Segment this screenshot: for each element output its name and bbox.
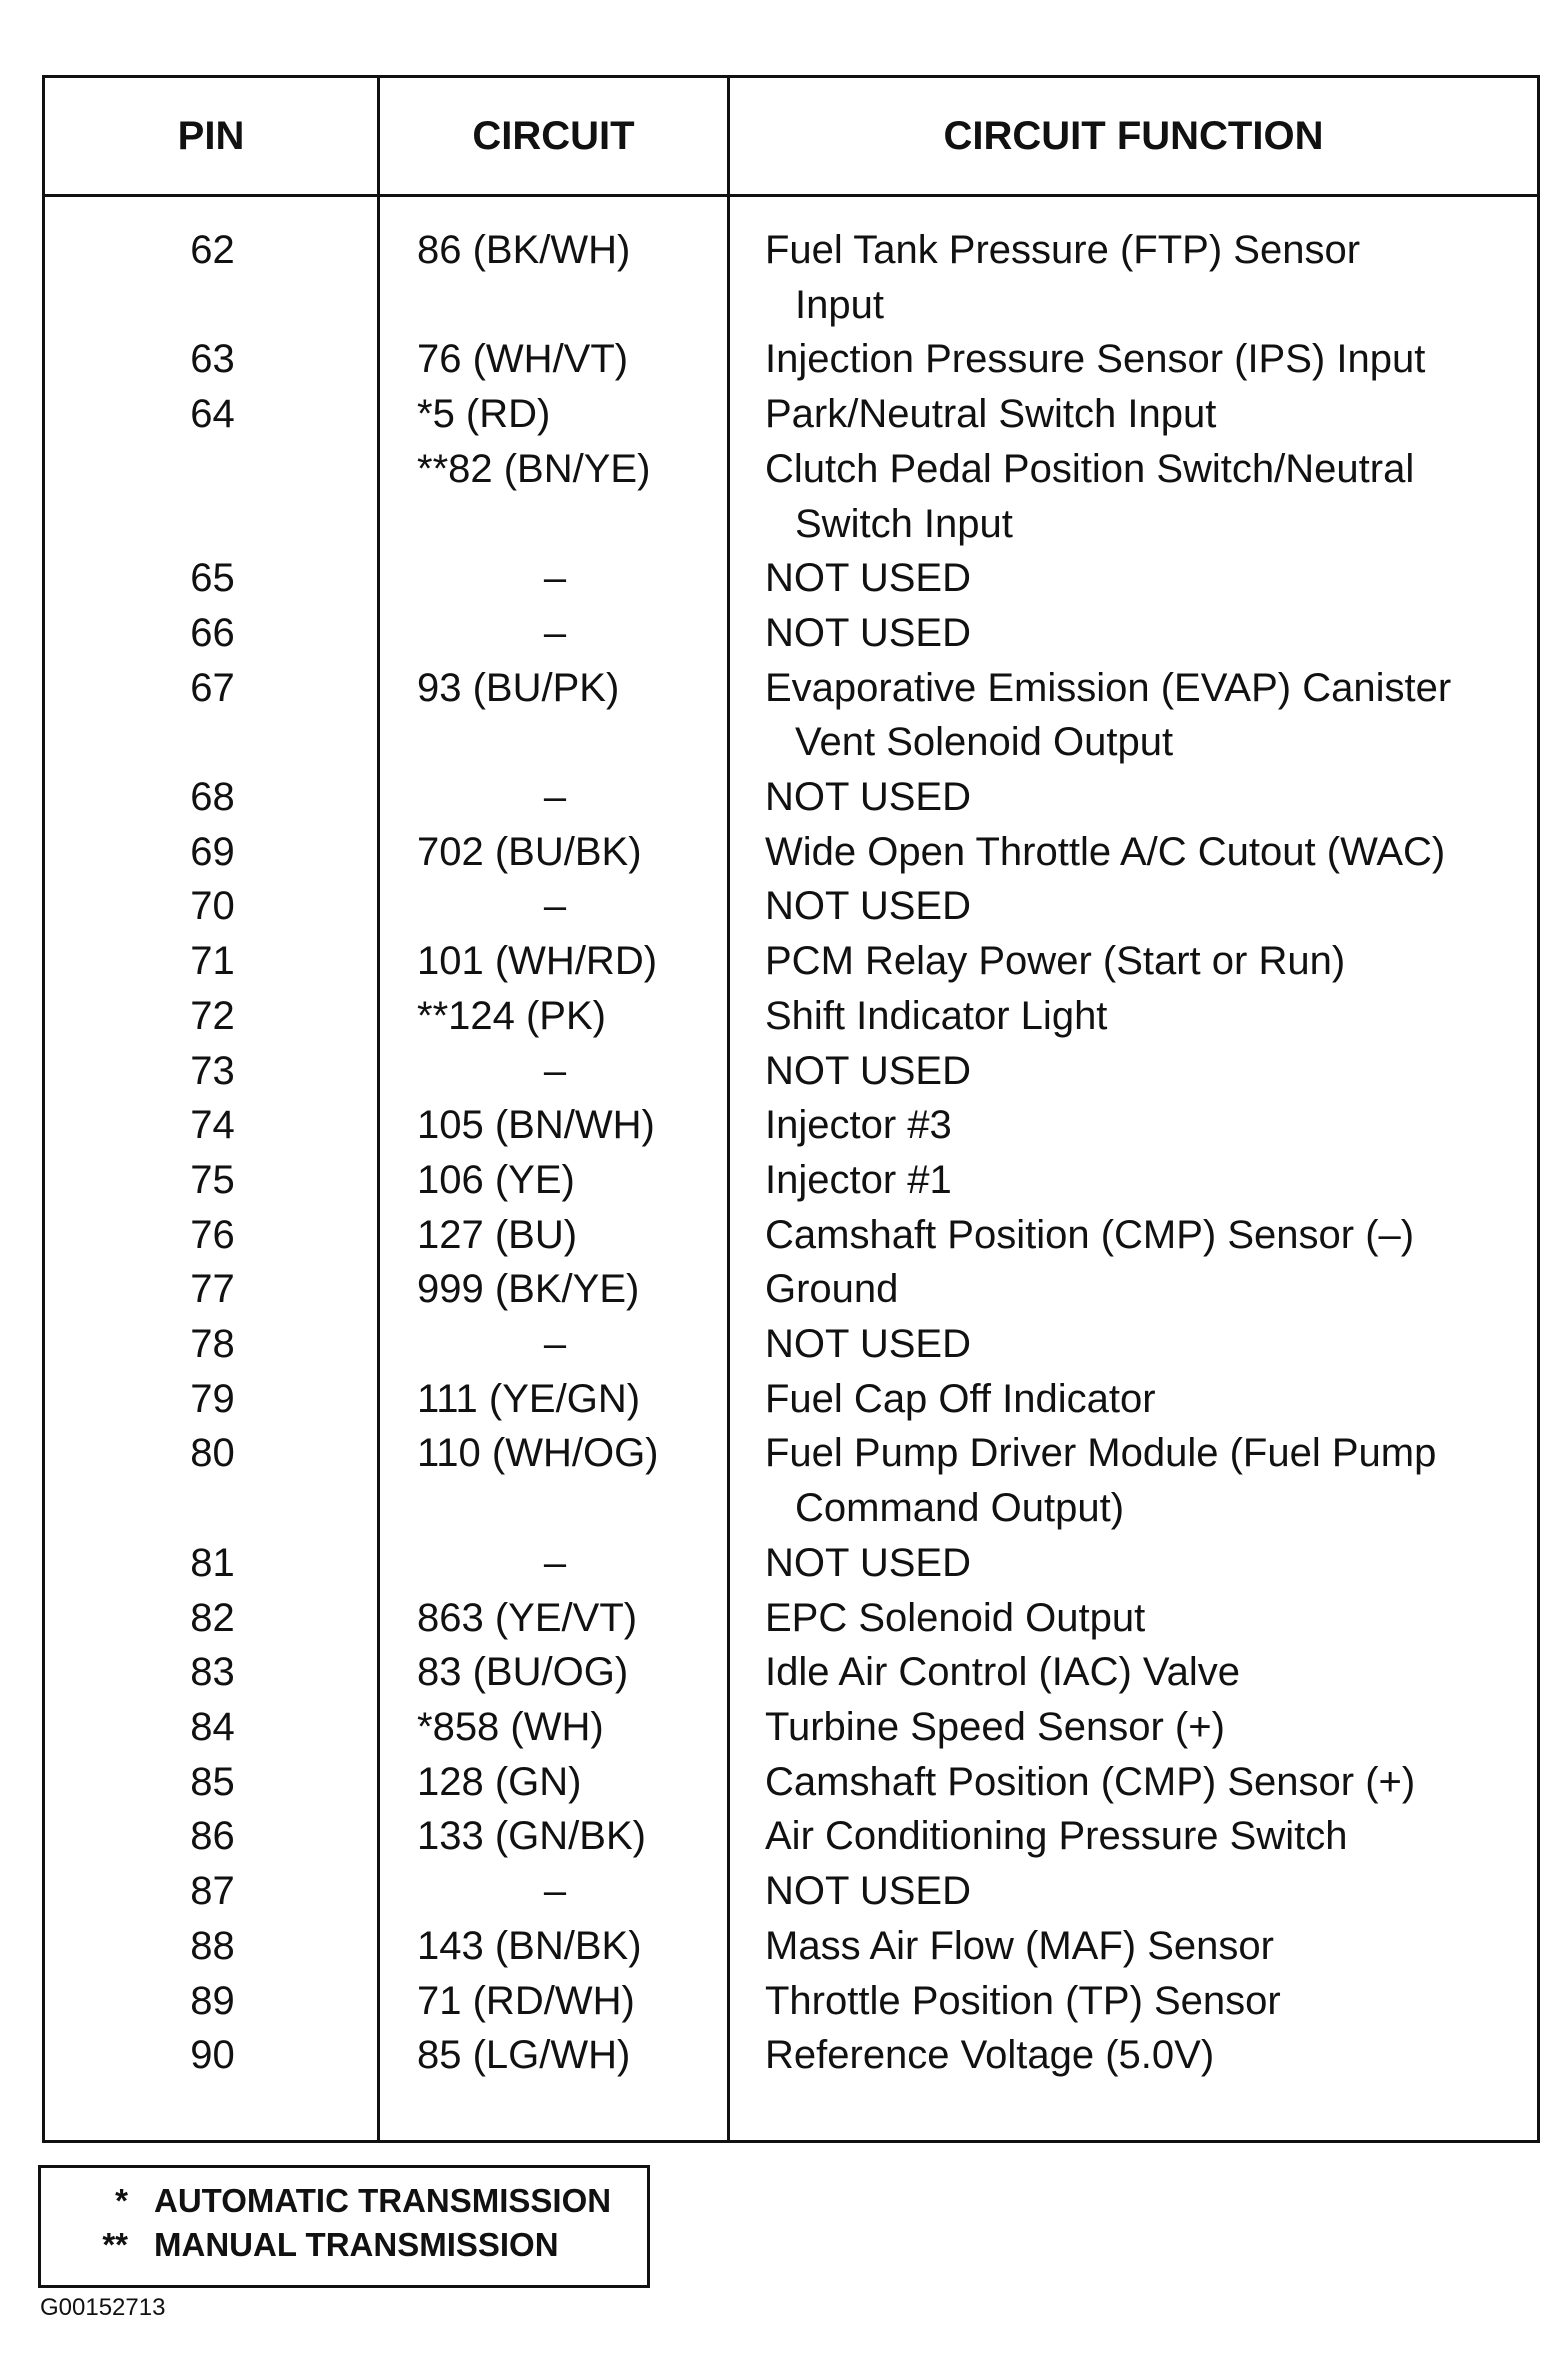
- table-row: [45, 770, 1537, 825]
- circuit-cell: 71 (RD/WH): [417, 1978, 635, 2023]
- pin-cell: 68: [190, 775, 235, 820]
- function-cell: [730, 442, 1537, 551]
- function-line: Ground: [765, 1267, 899, 1312]
- circuit-cell: –: [543, 556, 567, 601]
- function-cell: [730, 1098, 1537, 1153]
- circuit-cell: 127 (BU): [417, 1212, 578, 1257]
- circuit-cell: –: [543, 1048, 567, 1093]
- table-row: [45, 332, 1537, 387]
- pin-cell: 87: [190, 1869, 235, 1914]
- pin-cell: 73: [190, 1048, 235, 1093]
- function-line: Turbine Speed Sensor (+): [765, 1704, 1225, 1749]
- pin-cell: 77: [190, 1267, 235, 1312]
- function-cell: [730, 1372, 1537, 1427]
- function-cell: [730, 1700, 1537, 1755]
- circuit-cell: 128 (GN): [417, 1759, 582, 1804]
- pin-cell: 89: [190, 1978, 235, 2023]
- function-line: Evaporative Emission (EVAP) Canister: [765, 665, 1452, 710]
- circuit-cell: 76 (WH/VT): [417, 337, 629, 382]
- table-row: [45, 1153, 1537, 1208]
- pin-cell: 83: [190, 1650, 235, 1695]
- table-row: [45, 879, 1537, 934]
- legend-box: [38, 2165, 650, 2288]
- circuit-cell: 86 (BK/WH): [417, 228, 631, 272]
- table-row: [45, 1974, 1537, 2029]
- pin-cell: 75: [190, 1157, 235, 1202]
- pin-table: [42, 75, 1540, 2143]
- function-line: Idle Air Control (IAC) Valve: [765, 1650, 1240, 1695]
- function-line: NOT USED: [765, 610, 971, 655]
- function-line: Command Output): [795, 1486, 1125, 1531]
- table-row: [45, 1536, 1537, 1591]
- table-row: [45, 387, 1537, 442]
- pin-cell: 65: [190, 556, 235, 601]
- pin-cell: 63: [190, 337, 235, 382]
- pin-cell: 80: [190, 1431, 235, 1476]
- circuit-cell: –: [543, 610, 567, 655]
- function-line: Vent Solenoid Output: [795, 720, 1174, 765]
- pin-cell: 79: [190, 1376, 235, 1421]
- circuit-cell: 101 (WH/RD): [417, 939, 658, 984]
- function-line: NOT USED: [765, 1322, 971, 1367]
- function-line: Injector #1: [765, 1157, 952, 1202]
- function-cell: [730, 1317, 1537, 1372]
- function-line: NOT USED: [765, 1869, 971, 1914]
- function-cell: [730, 1591, 1537, 1646]
- function-line: NOT USED: [765, 1540, 971, 1585]
- function-line: Injector #3: [765, 1103, 952, 1148]
- function-cell: [730, 1645, 1537, 1700]
- function-line: Reference Voltage (5.0V): [765, 2033, 1215, 2078]
- function-line: Shift Indicator Light: [765, 993, 1108, 1038]
- pin-cell: 62: [190, 228, 235, 272]
- circuit-cell: 999 (BK/YE): [417, 1267, 640, 1312]
- table-row: [45, 606, 1537, 661]
- pin-cell: 88: [190, 1923, 235, 1968]
- table-row: [45, 1755, 1537, 1810]
- table-row: [45, 1700, 1537, 1755]
- function-cell: [730, 934, 1537, 989]
- circuit-cell: 143 (BN/BK): [417, 1923, 642, 1968]
- function-line: Camshaft Position (CMP) Sensor (+): [765, 1759, 1416, 1804]
- function-line: Fuel Tank Pressure (FTP) Sensor: [765, 228, 1361, 272]
- table-row: [45, 1591, 1537, 1646]
- function-cell: [730, 2028, 1537, 2083]
- function-line: Clutch Pedal Position Switch/Neutral: [765, 446, 1415, 491]
- function-cell: [730, 989, 1537, 1044]
- function-line: Input: [795, 282, 884, 327]
- function-line: Fuel Cap Off Indicator: [765, 1376, 1156, 1421]
- function-line: NOT USED: [765, 556, 971, 601]
- function-line: Mass Air Flow (MAF) Sensor: [765, 1923, 1274, 1968]
- circuit-cell: 702 (BU/BK): [417, 829, 642, 874]
- pin-cell: 67: [190, 665, 235, 710]
- function-line: NOT USED: [765, 775, 971, 820]
- table-row: [45, 223, 1537, 332]
- circuit-cell: *858 (WH): [417, 1704, 604, 1749]
- function-cell: [730, 1864, 1537, 1919]
- pin-cell: 70: [190, 884, 235, 929]
- pin-cell: 74: [190, 1103, 235, 1148]
- function-cell: [730, 223, 1537, 332]
- pin-cell: 69: [190, 829, 235, 874]
- pin-cell: 86: [190, 1814, 235, 1859]
- function-line: NOT USED: [765, 884, 971, 929]
- function-line: Throttle Position (TP) Sensor: [765, 1978, 1281, 2023]
- circuit-cell: 93 (BU/PK): [417, 665, 620, 710]
- table-row: [45, 442, 1537, 551]
- header-circuit-function: CIRCUIT FUNCTION: [943, 114, 1324, 158]
- table-row: [45, 1262, 1537, 1317]
- circuit-cell: **124 (PK): [417, 993, 606, 1038]
- table-row: [45, 825, 1537, 880]
- table-row: [45, 2028, 1537, 2083]
- function-cell: [730, 1755, 1537, 1810]
- pin-cell: 82: [190, 1595, 235, 1640]
- table-body: [45, 223, 1537, 2083]
- figure-id: G00152713: [40, 2294, 166, 2321]
- circuit-cell: 85 (LG/WH): [417, 2033, 631, 2078]
- function-line: Camshaft Position (CMP) Sensor (–): [765, 1212, 1415, 1257]
- function-cell: [730, 1153, 1537, 1208]
- pin-cell: 78: [190, 1322, 235, 1367]
- table-row: [45, 1317, 1537, 1372]
- pin-cell: 81: [190, 1540, 235, 1585]
- function-cell: [730, 879, 1537, 934]
- legend-text: AUTOMATIC TRANSMISSION: [154, 2182, 612, 2219]
- legend-text: MANUAL TRANSMISSION: [154, 2226, 559, 2263]
- circuit-cell: 106 (YE): [417, 1157, 575, 1202]
- circuit-cell: **82 (BN/YE): [417, 446, 651, 491]
- pin-cell: 64: [190, 392, 235, 437]
- header-divider: [45, 194, 1537, 197]
- legend-item-automatic: [41, 2182, 611, 2220]
- function-cell: [730, 551, 1537, 606]
- function-line: Fuel Pump Driver Module (Fuel Pump: [765, 1431, 1437, 1476]
- circuit-cell: –: [543, 1540, 567, 1585]
- table-row: [45, 1098, 1537, 1153]
- function-cell: [730, 332, 1537, 387]
- function-line: Injection Pressure Sensor (IPS) Input: [765, 337, 1426, 382]
- table-row: [45, 1645, 1537, 1700]
- function-cell: [730, 661, 1537, 770]
- function-cell: [730, 1426, 1537, 1535]
- function-cell: [730, 1262, 1537, 1317]
- function-cell: [730, 825, 1537, 880]
- header-pin: PIN: [177, 114, 245, 158]
- function-cell: [730, 1536, 1537, 1591]
- pin-cell: 71: [190, 939, 235, 984]
- circuit-cell: –: [543, 775, 567, 820]
- function-cell: [730, 387, 1537, 442]
- legend-mark: **: [102, 2226, 128, 2263]
- function-cell: [730, 606, 1537, 661]
- circuit-cell: 105 (BN/WH): [417, 1103, 655, 1148]
- table-row: [45, 1426, 1537, 1535]
- table-row: [45, 989, 1537, 1044]
- pin-cell: 84: [190, 1704, 235, 1749]
- circuit-cell: 110 (WH/OG): [417, 1431, 659, 1476]
- function-cell: [730, 770, 1537, 825]
- function-cell: [730, 1974, 1537, 2029]
- pin-cell: 66: [190, 610, 235, 655]
- pin-cell: 76: [190, 1212, 235, 1257]
- function-cell: [730, 1809, 1537, 1864]
- function-cell: [730, 1044, 1537, 1099]
- circuit-cell: –: [543, 1322, 567, 1367]
- pin-cell: 90: [190, 2033, 235, 2078]
- circuit-cell: 133 (GN/BK): [417, 1814, 646, 1859]
- table-row: [45, 1208, 1537, 1263]
- circuit-cell: –: [543, 1869, 567, 1914]
- table-row: [45, 661, 1537, 770]
- function-line: Wide Open Throttle A/C Cutout (WAC): [765, 829, 1446, 874]
- function-line: NOT USED: [765, 1048, 971, 1093]
- header-circuit: CIRCUIT: [472, 114, 635, 158]
- table-row: [45, 1864, 1537, 1919]
- circuit-cell: –: [543, 884, 567, 929]
- table-row: [45, 1044, 1537, 1099]
- function-line: PCM Relay Power (Start or Run): [765, 939, 1346, 984]
- function-line: Switch Input: [795, 501, 1013, 546]
- table-row: [45, 934, 1537, 989]
- function-cell: [730, 1208, 1537, 1263]
- circuit-cell: 863 (YE/VT): [417, 1595, 638, 1640]
- function-line: Air Conditioning Pressure Switch: [765, 1814, 1348, 1859]
- table-row: [45, 1919, 1537, 1974]
- table-row: [45, 1809, 1537, 1864]
- circuit-cell: 111 (YE/GN): [417, 1376, 641, 1421]
- circuit-cell: *5 (RD): [417, 392, 551, 437]
- table-row: [45, 1372, 1537, 1427]
- legend-mark: *: [115, 2182, 128, 2219]
- pin-cell: 72: [190, 993, 235, 1038]
- table-row: [45, 551, 1537, 606]
- function-line: EPC Solenoid Output: [765, 1595, 1146, 1640]
- circuit-cell: 83 (BU/OG): [417, 1650, 629, 1695]
- pin-cell: 85: [190, 1759, 235, 1804]
- legend-item-manual: [41, 2226, 559, 2264]
- function-cell: [730, 1919, 1537, 1974]
- function-line: Park/Neutral Switch Input: [765, 392, 1217, 437]
